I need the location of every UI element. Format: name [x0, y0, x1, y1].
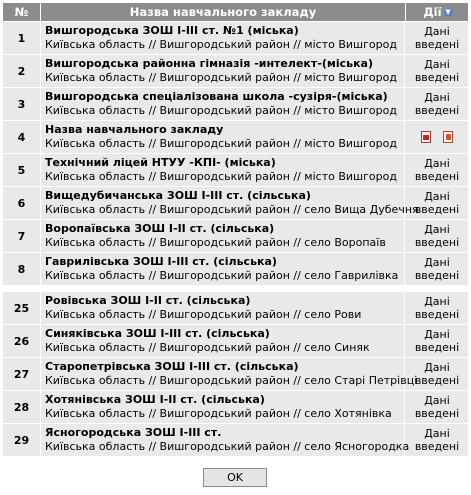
- table-row[interactable]: [3, 324, 468, 357]
- status-text-line2: введені: [414, 170, 460, 183]
- header-actions-label: Дії: [423, 5, 442, 19]
- row-school-cell: [41, 55, 405, 87]
- row-number: 8: [3, 253, 41, 285]
- table-row[interactable]: [3, 390, 468, 423]
- status-text-line1: Дані: [424, 223, 450, 236]
- status-text-line2: введені: [414, 71, 460, 84]
- row-status: [405, 358, 469, 390]
- status-text-line2: введені: [414, 203, 460, 216]
- table-row[interactable]: [3, 357, 468, 390]
- table-row[interactable]: [3, 120, 468, 153]
- table-row[interactable]: [3, 252, 468, 285]
- row-status: [405, 424, 469, 456]
- status-text-line2: введені: [414, 38, 460, 51]
- school-location: Київська область // Вишгородський район // місто Вишгород: [45, 136, 397, 150]
- ok-button[interactable]: OK: [203, 468, 267, 487]
- rows-group-1: [3, 21, 468, 285]
- school-name[interactable]: Ровівська ЗОШ І-ІІ ст. (сільська): [45, 294, 251, 307]
- row-school-cell: [41, 424, 410, 456]
- table-row[interactable]: [3, 219, 468, 252]
- school-location: Київська область // Вишгородський район // село Воропаїв: [45, 235, 386, 249]
- row-number: 25: [3, 292, 41, 324]
- status-text-line1: Дані: [424, 190, 450, 203]
- row-number: 5: [3, 154, 41, 186]
- row-school-cell: [41, 391, 405, 423]
- pdf-icon[interactable]: [421, 131, 431, 143]
- row-number: 2: [3, 55, 41, 87]
- school-location: Київська область // Вишгородський район // село Вища Дубечня: [45, 202, 419, 216]
- row-number: 27: [3, 358, 41, 390]
- school-name[interactable]: Вищедубичанська ЗОШ І-ІІІ ст. (сільська): [45, 189, 311, 202]
- status-text-line1: Дані: [424, 256, 450, 269]
- school-location: Київська область // Вишгородський район // село Ясногородка: [45, 439, 410, 453]
- table-header: [3, 3, 468, 21]
- table-row[interactable]: [3, 186, 468, 219]
- row-number: 1: [3, 22, 41, 54]
- school-name[interactable]: Воропаївська ЗОШ І-ІІ ст. (сільська): [45, 222, 275, 235]
- row-school-cell: [41, 154, 405, 186]
- school-name[interactable]: Вишгородська ЗОШ І-ІІІ ст. №1 (міська): [45, 24, 299, 37]
- header-actions[interactable]: [406, 3, 470, 21]
- status-text-line1: Дані: [424, 328, 450, 341]
- school-name[interactable]: Вишгородська районна гімназія -интелект-(міська): [45, 57, 374, 70]
- school-name[interactable]: Назва навчального закладу: [45, 123, 224, 136]
- status-text-line1: Дані: [424, 58, 450, 71]
- status-text-line2: введені: [414, 308, 460, 321]
- row-school-cell: [41, 220, 405, 252]
- row-number: 28: [3, 391, 41, 423]
- row-number: 26: [3, 325, 41, 357]
- arrow-down-circle-icon[interactable]: ▼: [445, 7, 451, 16]
- table-row[interactable]: [3, 87, 468, 120]
- school-location: Київська область // Вишгородський район // місто Вишгород: [45, 37, 397, 51]
- row-status: [405, 325, 469, 357]
- school-location: Київська область // Вишгородський район // село Хотянівка: [45, 406, 392, 420]
- school-location: Київська область // Вишгородський район // місто Вишгород: [45, 103, 397, 117]
- header-school-name: Назва навчального закладу: [41, 3, 406, 21]
- status-text-line2: введені: [414, 374, 460, 387]
- row-number: 4: [3, 121, 41, 153]
- row-status: [405, 220, 469, 252]
- status-text-line1: Дані: [424, 394, 450, 407]
- status-text-line1: Дані: [424, 427, 450, 440]
- row-status: [405, 88, 469, 120]
- school-name[interactable]: Технічний ліцей НТУУ -КПІ- (міська): [45, 156, 276, 169]
- header-number: №: [3, 3, 41, 21]
- school-name[interactable]: Старопетрівська ЗОШ І-ІІІ ст. (сільська): [45, 360, 299, 373]
- row-number: 3: [3, 88, 41, 120]
- table-row[interactable]: [3, 54, 468, 87]
- school-location: Київська область // Вишгородський район // місто Вишгород: [45, 169, 397, 183]
- status-text-line2: введені: [414, 236, 460, 249]
- school-location: Київська область // Вишгородський район // село Гаврилівка: [45, 268, 399, 282]
- row-school-cell: [41, 253, 405, 285]
- row-status: [405, 391, 469, 423]
- status-text-line2: введені: [414, 440, 460, 453]
- school-name[interactable]: Ясногородська ЗОШ І-ІІІ ст.: [45, 426, 222, 439]
- status-text-line2: введені: [414, 407, 460, 420]
- rows-group-2: [3, 291, 468, 456]
- table-row[interactable]: [3, 21, 468, 54]
- status-text-line2: введені: [414, 104, 460, 117]
- school-name[interactable]: Вишгородська спеціалізована школа -сузіря-(міська): [45, 90, 388, 103]
- status-text-line1: Дані: [424, 25, 450, 38]
- school-location: Київська область // Вишгородський район // село Синяк: [45, 340, 370, 354]
- row-number: 7: [3, 220, 41, 252]
- row-status: [405, 55, 469, 87]
- row-school-cell: [41, 121, 405, 153]
- status-text-line1: Дані: [424, 157, 450, 170]
- table-row[interactable]: [3, 423, 468, 456]
- row-school-cell: [41, 88, 405, 120]
- school-name[interactable]: Гаврилівська ЗОШ І-ІІІ ст. (сільська): [45, 255, 277, 268]
- school-location: Київська область // Вишгородський район // село Рови: [45, 307, 362, 321]
- row-status: [405, 22, 469, 54]
- row-status: [405, 253, 469, 285]
- presentation-icon[interactable]: [443, 131, 453, 143]
- status-text-line2: введені: [414, 269, 460, 282]
- school-name[interactable]: Хотянівська ЗОШ І-ІІ ст. (сільська): [45, 393, 265, 406]
- status-text-line1: Дані: [424, 295, 450, 308]
- row-status: [405, 187, 469, 219]
- row-number: 29: [3, 424, 41, 456]
- schools-table: [3, 3, 468, 456]
- row-school-cell: [41, 187, 419, 219]
- row-status: [405, 121, 469, 153]
- row-number: 6: [3, 187, 41, 219]
- school-name[interactable]: Синяківська ЗОШ І-ІІІ ст. (сільська): [45, 327, 270, 340]
- status-text-line2: введені: [414, 341, 460, 354]
- status-text-line1: Дані: [424, 91, 450, 104]
- status-text-line1: Дані: [424, 361, 450, 374]
- table-row[interactable]: [3, 291, 468, 324]
- row-status: [405, 292, 469, 324]
- row-school-cell: [41, 325, 405, 357]
- row-school-cell: [41, 358, 418, 390]
- table-row[interactable]: [3, 153, 468, 186]
- school-location: Київська область // Вишгородський район // місто Вишгород: [45, 70, 397, 84]
- row-school-cell: [41, 292, 405, 324]
- row-school-cell: [41, 22, 405, 54]
- row-status: [405, 154, 469, 186]
- school-location: Київська область // Вишгородський район // село Старі Петрівці: [45, 373, 418, 387]
